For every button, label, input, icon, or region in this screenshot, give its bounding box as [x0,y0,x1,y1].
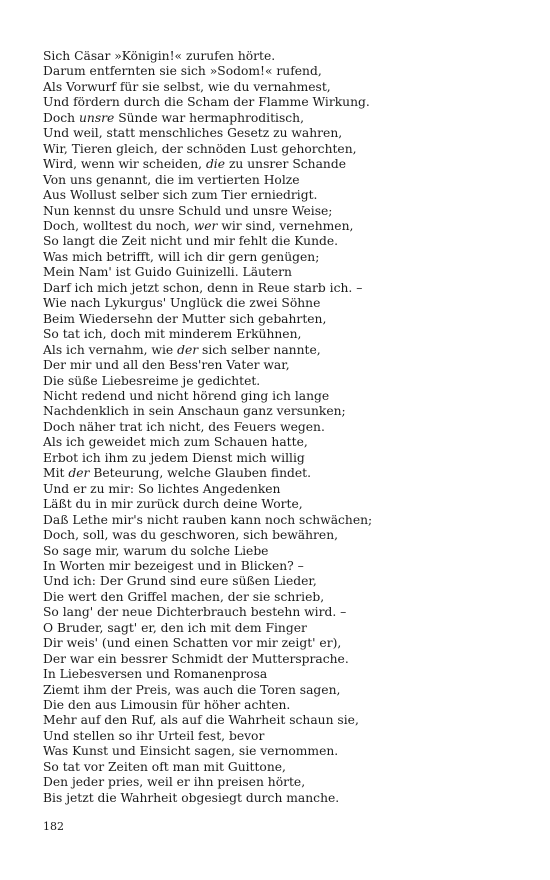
verse-segment: Den jeder pries, weil er ihn preisen hörte, [43,775,306,790]
verse-segment: Und er zu mir: So lichtes Angedenken [43,481,281,496]
verse-line [43,188,523,203]
verse-line [43,636,523,651]
verse-line [43,667,523,682]
verse-segment: Die den aus Limousin für höher achten. [43,698,291,713]
verse-line [43,791,523,806]
verse-line [43,49,523,64]
verse-segment: In Liebesversen und Romanenprosa [43,667,268,682]
verse-segment: Ziemt ihm der Preis, was auch die Toren sagen, [43,682,341,697]
verse-line [43,482,523,497]
page-number: 182 [43,820,64,833]
verse-segment: Als ich geweidet mich zum Schauen hatte, [43,435,308,450]
verse-segment: Beteurung, welche Glauben findet. [89,466,312,481]
verse-emphasis: der [68,466,90,481]
verse-line [43,420,523,435]
verse-line [43,544,523,559]
verse-segment: So lang' der neue Dichterbrauch bestehn wird. – [43,605,347,620]
verse-emphasis: wer [193,218,218,233]
verse-line [43,605,523,620]
verse-segment: zu unsrer Schande [225,157,346,172]
verse-segment: Wird, wenn wir scheiden, [43,157,206,172]
verse-line [43,574,523,589]
verse-segment: Der mir und all den Bess'ren Vater war, [43,358,290,373]
verse-line [43,729,523,744]
verse-segment: So langt die Zeit nicht und mir fehlt die Kunde. [43,234,339,249]
verse-segment: wir sind, vernehmen, [217,218,354,233]
verse-segment: Und fördern durch die Scham der Flamme Wirkung. [43,95,370,110]
verse-line [43,343,523,358]
verse-segment: Aus Wollust selber sich zum Tier erniedrigt. [43,188,318,203]
verse-line [43,435,523,450]
verse-segment: Bis jetzt die Wahrheit obgesiegt durch manche. [43,790,340,805]
verse-segment: Was mich betrifft, will ich dir gern genügen; [43,249,320,264]
verse-line [43,744,523,759]
verse-segment: Wie nach Lykurgus' Unglück die zwei Söhne [43,296,321,311]
verse-segment: Nicht redend und nicht hörend ging ich lange [43,388,330,403]
verse-line [43,590,523,605]
verse-emphasis: die [205,157,226,172]
verse-segment: Und ich: Der Grund sind eure süßen Lieder, [43,574,317,589]
verse-segment: So tat ich, doch mit minderem Erkühnen, [43,327,302,342]
verse-segment: Von uns genannt, die im vertierten Holze [43,172,300,187]
verse-line [43,713,523,728]
verse-segment: Mein Nam' ist Guido Guinizelli. Läutern [43,265,292,280]
verse-segment: Die wert den Griffel machen, der sie schrieb, [43,589,325,604]
verse-segment: So sage mir, warum du solche Liebe [43,543,269,558]
verse-line [43,652,523,667]
verse-line [43,250,523,265]
verse-line [43,528,523,543]
verse-emphasis: unsre [78,110,115,125]
verse-line [43,451,523,466]
verse-segment: Mit [43,466,69,481]
verse-line [43,513,523,528]
verse-emphasis: der [177,342,199,357]
verse-segment: Daß Lethe mir's nicht rauben kann noch schwächen; [43,512,373,527]
verse-line [43,327,523,342]
verse-line [43,142,523,157]
verse-line [43,219,523,234]
verse-line [43,466,523,481]
verse-segment: Die süße Liebesreime je gedichtet. [43,373,261,388]
verse-line [43,559,523,574]
verse-segment: Sünde war hermaphroditisch, [114,110,305,125]
verse-line [43,234,523,249]
verse-line [43,157,523,172]
verse-segment: Darum entfernten sie sich »Sodom!« rufend, [43,64,322,79]
verse-line [43,111,523,126]
verse-line [43,775,523,790]
verse-segment: Nun kennst du unsre Schuld und unsre Weise; [43,203,333,218]
verse-segment: O Bruder, sagt' er, den ich mit dem Finger [43,620,307,635]
verse-segment: Und weil, statt menschliches Gesetz zu wahren, [43,126,343,141]
verse-segment: Dir weis' (und einen Schatten vor mir zeigt' er), [43,636,342,651]
verse-line [43,404,523,419]
verse-line [43,698,523,713]
verse-segment: Sich Cäsar »Königin!« zurufen hörte. [43,49,276,63]
verse-segment: Doch, wolltest du noch, [43,218,194,233]
verse-line [43,312,523,327]
verse-segment: In Worten mir bezeigest und in Blicken? – [43,558,304,573]
verse-line [43,760,523,775]
verse-line [43,265,523,280]
verse-segment: Der war ein bessrer Schmidt der Muttersprache. [43,651,349,666]
verse-segment: Als Vorwurf für sie selbst, wie du vernahmest, [43,79,331,94]
verse-segment: Was Kunst und Einsicht sagen, sie vernommen. [43,744,339,759]
verse-line [43,80,523,95]
verse-line [43,683,523,698]
verse-line [43,374,523,389]
verse-segment: Und stellen so ihr Urteil fest, bevor [43,728,265,743]
verse-segment: Wir, Tieren gleich, der schnöden Lust gehorchten, [43,141,357,156]
verse-line [43,296,523,311]
verse-segment: Läßt du in mir zurück durch deine Worte, [43,497,303,512]
verse-line [43,64,523,79]
verse-segment: Mehr auf den Ruf, als auf die Wahrheit schaun sie, [43,713,359,728]
verse-line [43,281,523,296]
verse-segment: Beim Wiedersehn der Mutter sich gebahrten, [43,311,327,326]
verse-segment: Als ich vernahm, wie [43,342,178,357]
verse-line [43,204,523,219]
verse-line [43,389,523,404]
verse-line [43,173,523,188]
verse-line [43,358,523,373]
verse-segment: sich selber nannte, [198,342,321,357]
verse-segment: Doch, soll, was du geschworen, sich bewähren, [43,528,339,543]
verse-segment: Darf ich mich jetzt schon, denn in Reue starb ich. – [43,280,363,295]
verse-segment: Nachdenklich in sein Anschaun ganz versunken; [43,404,346,419]
verse-segment: Erbot ich ihm zu jedem Dienst mich willig [43,450,305,465]
verse-line [43,95,523,110]
verse-text-block [43,49,523,806]
verse-line [43,497,523,512]
verse-segment: Doch [43,110,79,125]
verse-line [43,126,523,141]
verse-line [43,621,523,636]
verse-segment: Doch näher trat ich nicht, des Feuers wegen. [43,419,325,434]
verse-segment: So tat vor Zeiten oft man mit Guittone, [43,759,286,774]
